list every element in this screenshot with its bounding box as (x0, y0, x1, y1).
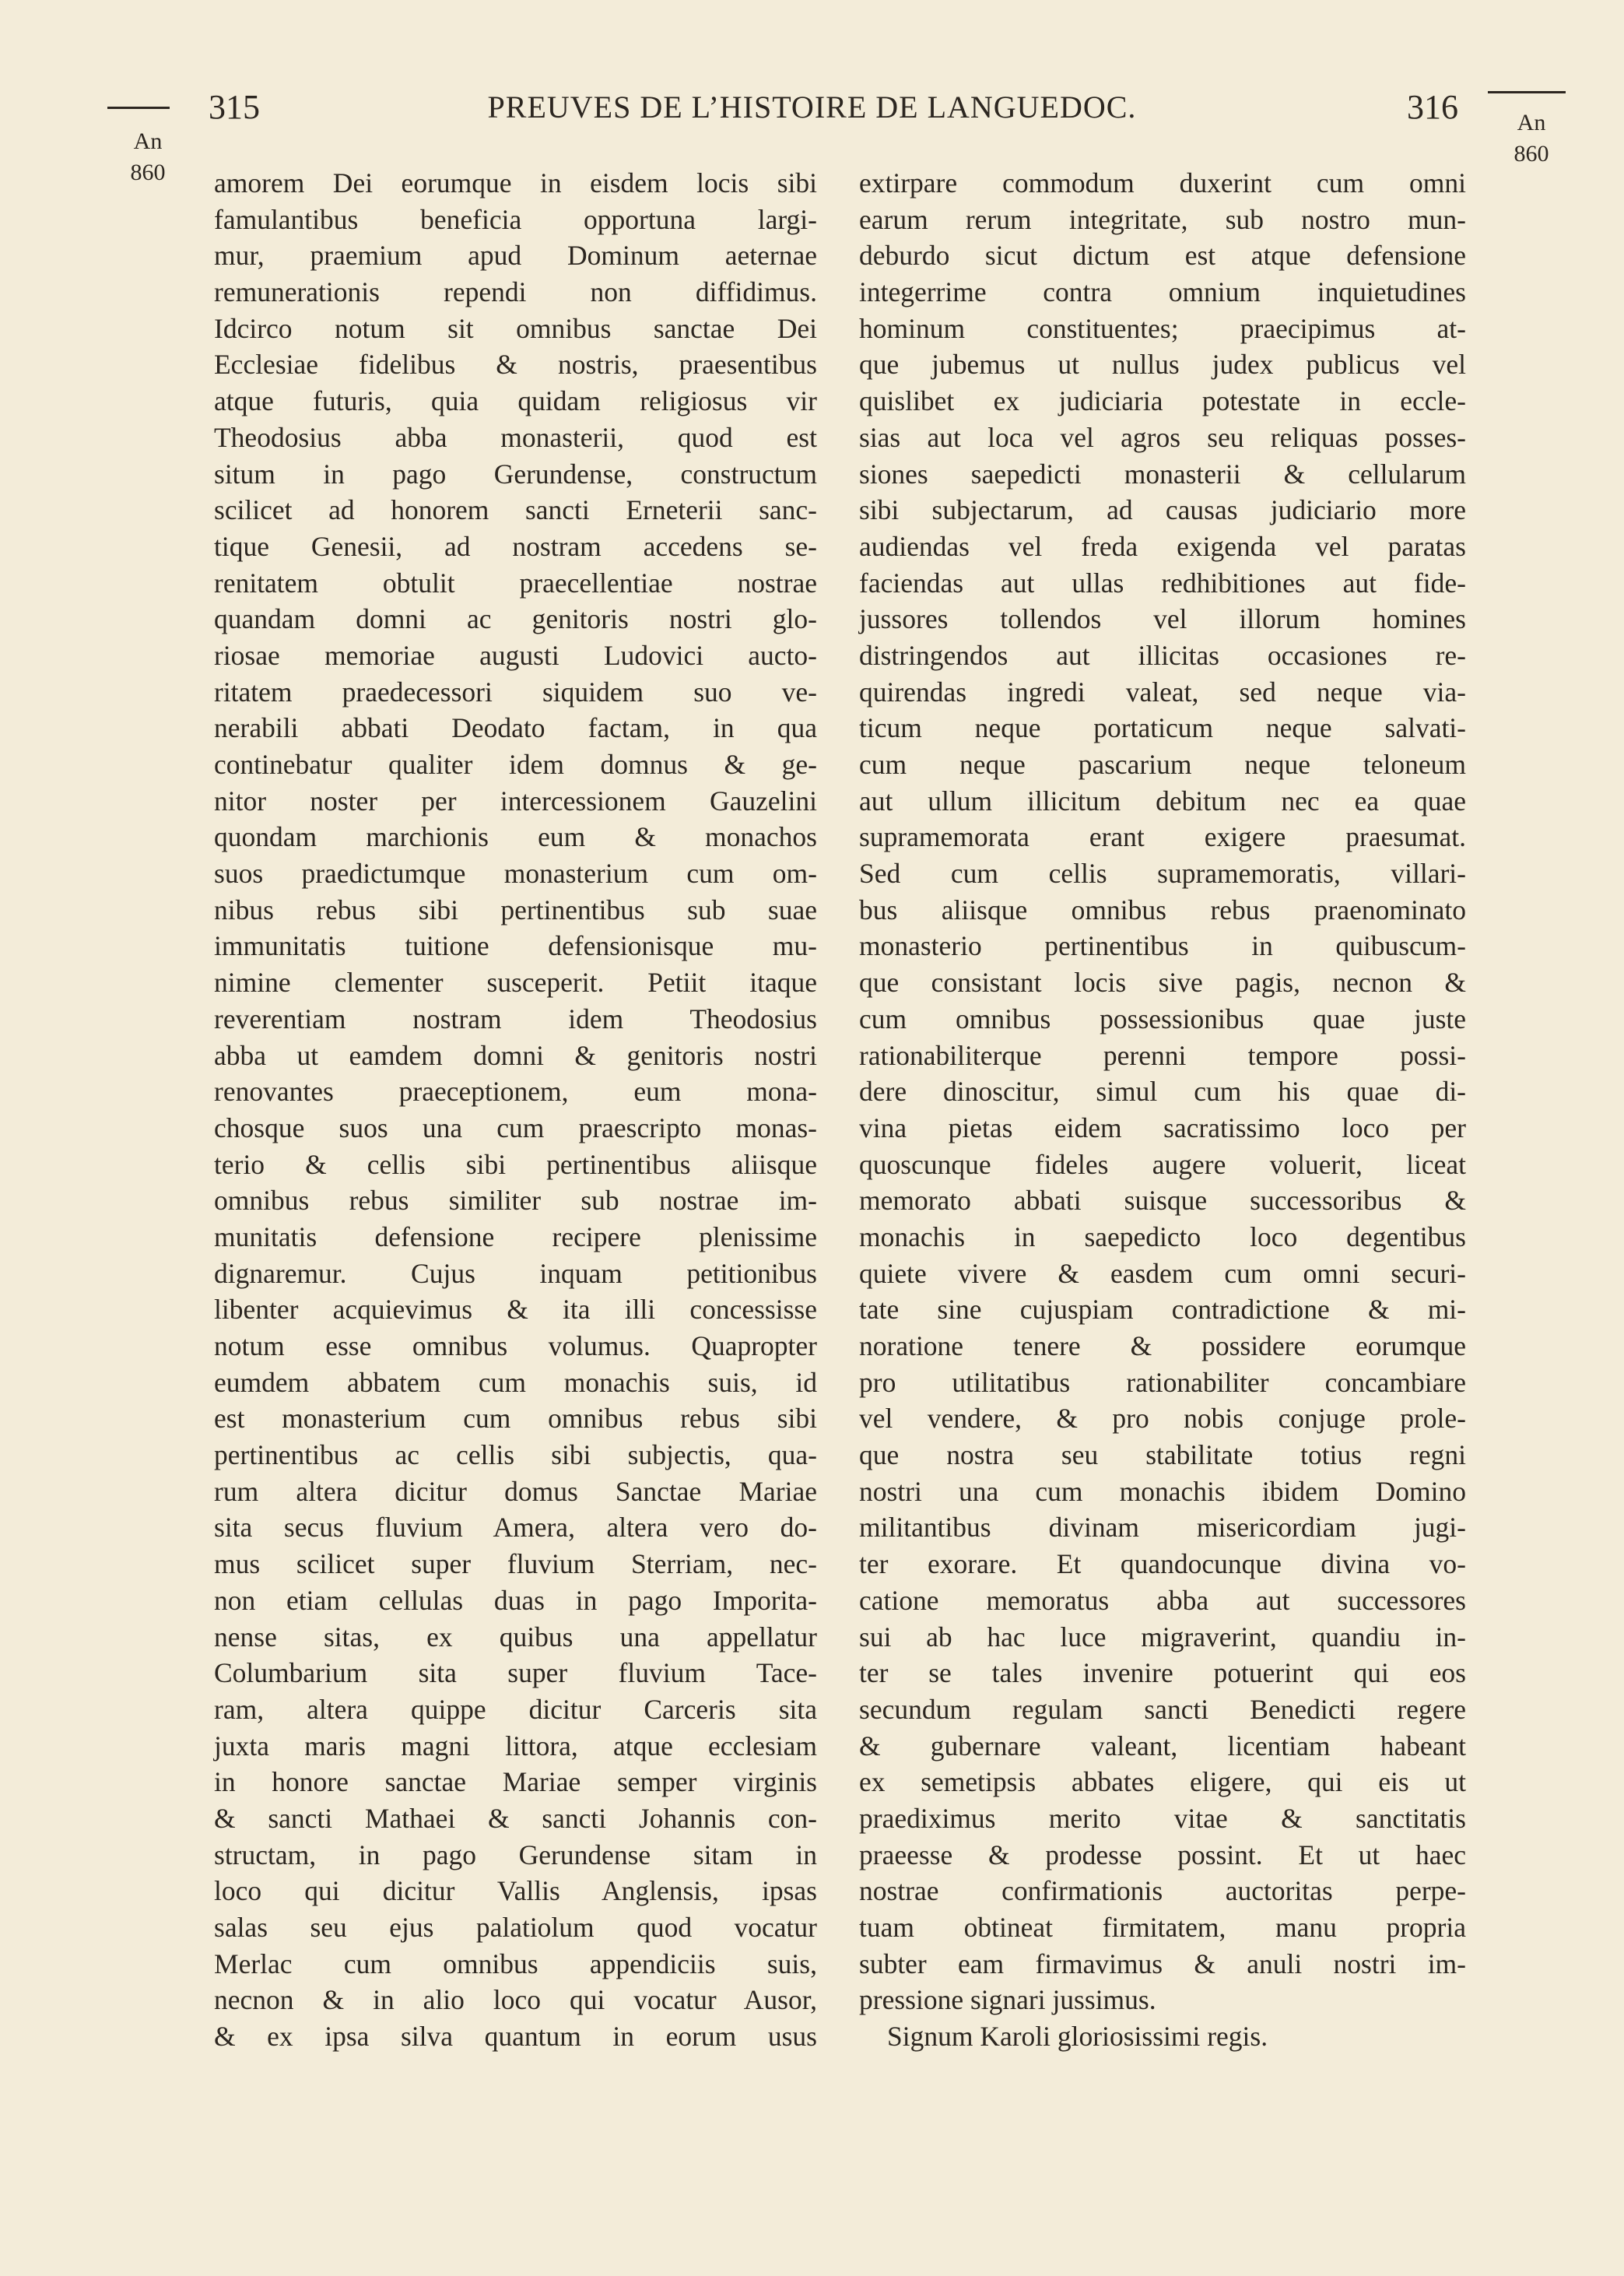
text-line: quoscunque fideles augere voluerit, liceat (859, 1148, 1466, 1180)
text-line: militantibus divinam misericordiam jugi- (859, 1512, 1466, 1544)
text-line: nibus rebus sibi pertinentibus sub suae (214, 894, 817, 926)
text-line: dignaremur. Cujus inquam petitionibus (214, 1257, 817, 1289)
text-line: omnibus rebus similiter sub nostrae im- (214, 1185, 817, 1217)
signature-line: Signum Karoli gloriosissimi regis. (887, 2021, 1268, 2053)
text-line: sui ab hac luce migraverint, quandiu in- (859, 1621, 1466, 1653)
text-line: ticum neque portaticum neque salvati- (859, 712, 1466, 744)
text-line: chosque suos una cum praescripto monas- (214, 1112, 817, 1143)
left-margin-note-year: 860 (130, 160, 166, 185)
text-line: nostri una cum monachis ibidem Domino (859, 1475, 1466, 1507)
text-line: continebatur qualiter idem domnus & ge- (214, 749, 817, 780)
text-line: vina pietas eidem sacratissimo loco per (859, 1112, 1466, 1143)
text-line: atque futuris, quia quidam religiosus vir (214, 385, 817, 417)
left-margin-note (117, 126, 179, 188)
text-line: ritatem praedecessori siquidem suo ve- (214, 676, 817, 708)
text-line: structam, in pago Gerundense sitam in (214, 1839, 817, 1870)
text-line: siones saepedicti monasterii & cellularum (859, 458, 1466, 490)
text-line: faciendas aut ullas redhibitiones aut fide- (859, 567, 1466, 599)
text-line: in honore sanctae Mariae semper virginis (214, 1766, 817, 1798)
text-line: supramemorata erant exigere praesumat. (859, 821, 1466, 853)
text-line: nitor noster per intercessionem Gauzelini (214, 785, 817, 817)
text-line: mus scilicet super fluvium Sterriam, nec- (214, 1548, 817, 1580)
left-margin-note-label: An (133, 128, 163, 154)
text-line: eumdem abbatem cum monachis suis, id (214, 1366, 817, 1398)
text-line: catione memoratus abba aut successores (859, 1584, 1466, 1616)
text-line: & sancti Mathaei & sancti Johannis con- (214, 1802, 817, 1834)
text-line: famulantibus beneficia opportuna largi- (214, 203, 817, 235)
text-line: abba ut eamdem domni & genitoris nostri (214, 1039, 817, 1071)
text-line: quislibet ex judiciaria potestate in eccle- (859, 385, 1466, 417)
text-line: nimine clementer susceperit. Petiit itaque (214, 967, 817, 999)
text-line: deburdo sicut dictum est atque defensione (859, 240, 1466, 272)
text-line: non etiam cellulas duas in pago Imporita- (214, 1584, 817, 1616)
text-line: loco qui dicitur Vallis Anglensis, ipsas (214, 1875, 817, 1907)
text-line: rationabiliterque perenni tempore possi- (859, 1039, 1466, 1071)
text-line: notum esse omnibus volumus. Quapropter (214, 1330, 817, 1361)
text-line: pro utilitatibus rationabiliter concambiare (859, 1366, 1466, 1398)
text-line: praediximus merito vitae & sanctitatis (859, 1802, 1466, 1834)
text-line: pressione signari jussimus. (859, 1984, 1156, 2016)
right-page-number: 316 (1407, 88, 1458, 126)
text-line: Merlac cum omnibus appendiciis suis, (214, 1948, 817, 1979)
left-page-number: 315 (209, 88, 260, 126)
text-line: Sed cum cellis supramemoratis, villari- (859, 858, 1466, 890)
text-line: bus aliisque omnibus rebus praenominato (859, 894, 1466, 926)
text-line: que consistant locis sive pagis, necnon & (859, 967, 1466, 999)
text-line: monachis in saepedicto loco degentibus (859, 1221, 1466, 1252)
text-line: hominum constituentes; praecipimus at- (859, 312, 1466, 344)
right-text-column (859, 165, 1466, 2055)
text-line: jussores tollendos vel illorum homines (859, 603, 1466, 635)
text-line: noratione tenere & possidere eorumque (859, 1330, 1466, 1361)
text-line: Idcirco notum sit omnibus sanctae Dei (214, 312, 817, 344)
text-line: sita secus fluvium Amera, altera vero do- (214, 1512, 817, 1544)
text-line: & gubernare valeant, licentiam habeant (859, 1730, 1466, 1761)
text-line: juxta maris magni littora, atque ecclesiam (214, 1730, 817, 1761)
text-line: integerrime contra omnium inquietudines (859, 276, 1466, 308)
text-line: reverentiam nostram idem Theodosius (214, 1003, 817, 1034)
text-line: necnon & in alio loco qui vocatur Ausor, (214, 1984, 817, 2016)
text-line: & ex ipsa silva quantum in eorum usus (214, 2021, 817, 2053)
text-line: nostrae confirmationis auctoritas perpe- (859, 1875, 1466, 1907)
text-line: pertinentibus ac cellis sibi subjectis, qua- (214, 1439, 817, 1471)
text-line: que jubemus ut nullus judex publicus vel (859, 349, 1466, 381)
text-line: Ecclesiae fidelibus & nostris, praesentibus (214, 349, 817, 381)
text-line: salas seu ejus palatiolum quod vocatur (214, 1912, 817, 1943)
text-line: riosae memoriae augusti Ludovici aucto- (214, 639, 817, 671)
text-line: earum rerum integritate, sub nostro mun- (859, 203, 1466, 235)
text-line: tate sine cujuspiam contradictione & mi- (859, 1294, 1466, 1326)
text-line: subter eam firmavimus & anuli nostri im- (859, 1948, 1466, 1979)
right-margin-note-label: An (1517, 110, 1546, 135)
text-line: scilicet ad honorem sancti Erneterii sanc- (214, 494, 817, 526)
text-line: remunerationis rependi non diffidimus. (214, 276, 817, 308)
text-line: libenter acquievimus & ita illi concessisse (214, 1294, 817, 1326)
text-line: rum altera dicitur domus Sanctae Mariae (214, 1475, 817, 1507)
text-line: ram, altera quippe dicitur Carceris sita (214, 1693, 817, 1725)
text-line: tuam obtineat firmitatem, manu propria (859, 1912, 1466, 1943)
text-line: memorato abbati suisque successoribus & (859, 1185, 1466, 1217)
text-line: immunitatis tuitione defensionisque mu- (214, 930, 817, 962)
text-line: ter exorare. Et quandocunque divina vo- (859, 1548, 1466, 1580)
running-title: PREUVES DE L’HISTOIRE DE LANGUEDOC. (487, 90, 1137, 125)
text-line: ter se tales invenire potuerint qui eos (859, 1657, 1466, 1689)
left-text-column (214, 165, 817, 2055)
text-line: secundum regulam sancti Benedicti regere (859, 1693, 1466, 1725)
text-line: Theodosius abba monasterii, quod est (214, 421, 817, 453)
text-line: monasterio pertinentibus in quibuscum- (859, 930, 1466, 962)
text-line: audiendas vel freda exigenda vel paratas (859, 530, 1466, 562)
text-line: renovantes praeceptionem, eum mona- (214, 1076, 817, 1108)
text-line: cum omnibus possessionibus quae juste (859, 1003, 1466, 1034)
text-line: cum neque pascarium neque teloneum (859, 749, 1466, 780)
text-line: ex semetipsis abbates eligere, qui eis ut (859, 1766, 1466, 1798)
text-line: munitatis defensione recipere plenissime (214, 1221, 817, 1252)
text-line: situm in pago Gerundense, constructum (214, 458, 817, 490)
text-line: terio & cellis sibi pertinentibus aliisque (214, 1148, 817, 1180)
text-line: nerabili abbati Deodato factam, in qua (214, 712, 817, 744)
text-line: suos praedictumque monasterium cum om- (214, 858, 817, 890)
text-line: quandam domni ac genitoris nostri glo- (214, 603, 817, 635)
text-line: dere dinoscitur, simul cum his quae di- (859, 1076, 1466, 1108)
text-line: praeesse & prodesse possint. Et ut haec (859, 1839, 1466, 1870)
text-line: aut ullum illicitum debitum nec ea quae (859, 785, 1466, 817)
text-line: quiete vivere & easdem cum omni securi- (859, 1257, 1466, 1289)
text-line: extirpare commodum duxerint cum omni (859, 167, 1466, 198)
text-line: que nostra seu stabilitate totius regni (859, 1439, 1466, 1471)
text-line: nense sitas, ex quibus una appellatur (214, 1621, 817, 1653)
text-line: quirendas ingredi valeat, sed neque via- (859, 676, 1466, 708)
text-line: distringendos aut illicitas occasiones re- (859, 639, 1466, 671)
text-line: vel vendere, & pro nobis conjuge prole- (859, 1403, 1466, 1435)
right-margin-note-year: 860 (1514, 141, 1549, 167)
text-line: amorem Dei eorumque in eisdem locis sibi (214, 167, 817, 198)
text-line: tique Genesii, ad nostram accedens se- (214, 530, 817, 562)
text-line: sias aut loca vel agros seu reliquas posses- (859, 421, 1466, 453)
text-line: Columbarium sita super fluvium Tace- (214, 1657, 817, 1689)
text-line: sibi subjectarum, ad causas judiciario more (859, 494, 1466, 526)
text-line: quondam marchionis eum & monachos (214, 821, 817, 853)
text-line: est monasterium cum omnibus rebus sibi (214, 1403, 817, 1435)
text-line: mur, praemium apud Dominum aeternae (214, 240, 817, 272)
text-line: renitatem obtulit praecellentiae nostrae (214, 567, 817, 599)
